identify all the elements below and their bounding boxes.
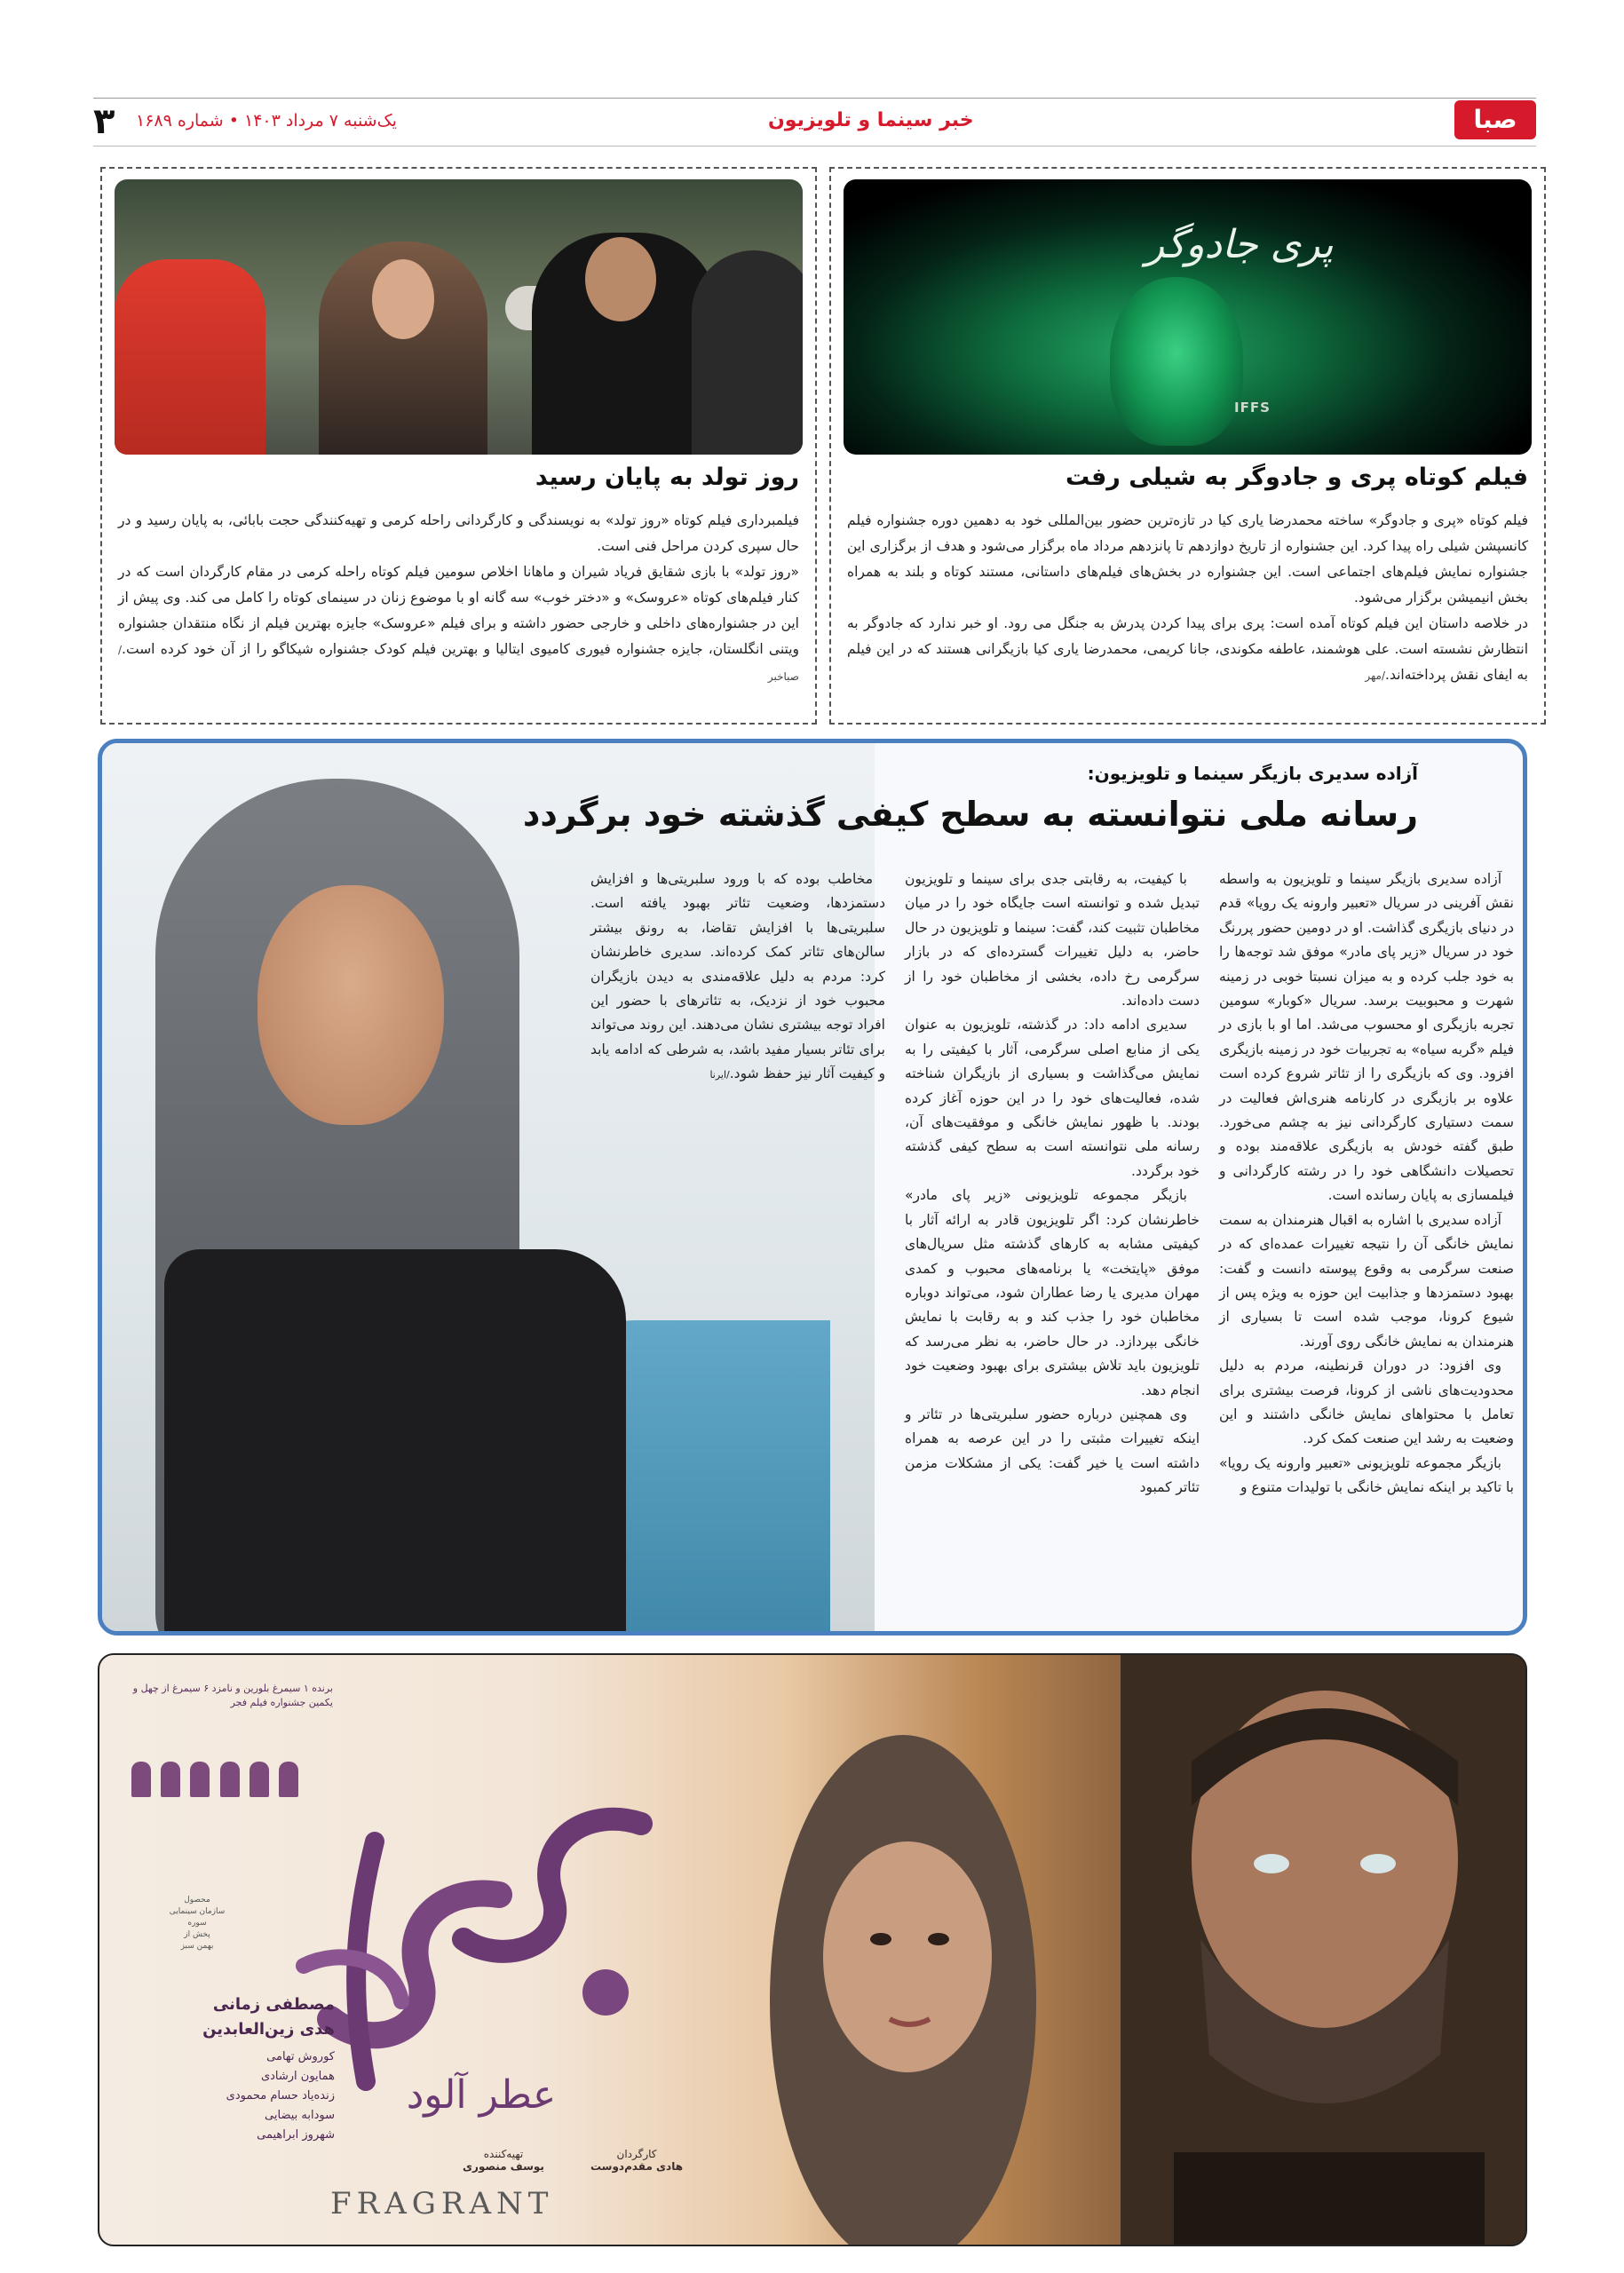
producer-credit (437, 2148, 570, 2173)
director-face (372, 259, 434, 339)
film-title-text: عطر آلود (406, 2072, 557, 2118)
article-body (118, 508, 799, 690)
page-number: ۳ (93, 101, 115, 142)
header-bottom-rule (93, 146, 1536, 147)
simorgh-award-icon (131, 1762, 151, 1797)
supporting-actor: شهروز ابراهیمی (257, 2128, 335, 2142)
awards-text: برنده ۱ سیمرغ بلورین و نامزد ۶ سیمرغ از چهل و یکمین جشنواره فیلم فجر (132, 1683, 333, 1708)
lead-actor: مصطفی زمانی (212, 1995, 335, 2014)
interview-paragraph: وی افزود: در دوران قرنطینه، مردم به دلیل محدودیت‌های ناشی از کرونا، فرصت بیشتری برای تعامل با محتواهای نمایش خانگی داشتند و این وضعیت به رشد این صنعت کمک کرد. (1219, 1358, 1514, 1447)
cast-list (126, 1992, 335, 2145)
article-title: روز تولد به پایان رسید (535, 463, 799, 491)
crew-member-figure (115, 259, 265, 455)
poster-festival-badge: IFFS (1234, 400, 1271, 416)
supporting-actor: کوروش تهامی (266, 2050, 335, 2063)
lead-actress: هدی زین‌العابدین (202, 2020, 335, 2039)
sponsor-label: پخش از (184, 1930, 210, 1939)
supporting-actor: سودابه بیضایی (265, 2109, 335, 2122)
director-credit (570, 2148, 703, 2173)
simorgh-award-icon (161, 1762, 180, 1797)
producer-label: تهیه‌کننده (483, 2148, 524, 2160)
sponsor-name: بهمن سبز (180, 1942, 214, 1951)
interview-feature (98, 739, 1527, 1635)
interview-columns (555, 867, 1514, 1622)
director-name: هادی مقدم‌دوست (590, 2160, 684, 2173)
interview-column-3 (590, 867, 885, 1622)
simorgh-award-icon (250, 1762, 269, 1797)
sponsor-label: محصول (184, 1896, 210, 1905)
page-header (93, 93, 1536, 148)
actress-figure (757, 1735, 1050, 2246)
film-advertisement (98, 1653, 1527, 2246)
news-article-pari-va-jadoogar (829, 167, 1546, 725)
poster-art (844, 179, 1532, 455)
interview-paragraph: مخاطب بوده که با ورود سلبریتی‌ها و افزایش دستمزدها، وضعیت تئاتر بهبود یافته است. سلبریتی‌ها با افزایش تقاضا، به رونق بیشتر سالن‌های تئاتر کمک کرده‌اند. سدیری خاطرنشان کرد: مردم به دلیل علاقه‌مندی به دیدن بازیگران محبوب خود از نزدیک، به تئاترهای با حضور این افراد توجه بیشتری نشان می‌دهند. این روند می‌تواند برای تئاتر بسیار مفید باشد، به شرطی که ادامه یابد و کیفیت آثار نیز حفظ شود./ایرنا (590, 871, 885, 1082)
crew-member-figure (692, 250, 803, 455)
simorgh-award-icon (190, 1762, 210, 1797)
interview-paragraph: آزاده سدیری بازیگر سینما و تلویزیون به واسطه نقش آفرینی در سریال «تعبیر وارونه یک رویا» قدم در دنیای بازیگری گذاشت. او در دومین حضور پررنگ خود در سریال «زیر پای مادر» موفق شد توجه‌ها را به خود جلب کرده و به میزان نسبتا خوبی در زمینه شهرت و محبوبیت برسد. سریال «کوبار» سومین تجربه بازیگری او محسوب می‌شد. اما او با بازی در فیلم «گربه سیاه» به تجربیات خود در زمینه بازیگری افزود. وی که بازیگری را از تئاتر شروع کرده است علاوه بر بازیگری در کارنامه هنری‌اش فعالیت در سمت دستیاری کارگردانی نیز به چشم می‌خورد. طبق گفته خودش به بازیگری علاقه‌مند بوده و تحصیلات دانشگاهی خود را در رشته کارگردانی و فیلمسازی به پایان رسانده است. (1219, 871, 1514, 1204)
interview-paragraph: آزاده سدیری با اشاره به اقبال هنرمندان به سمت نمایش خانگی آن را نتیجه تغییرات عمده‌ای که در صنعت سرگرمی به وقوع پیوسته دانست و گفت: بهبود دستمزدها و جذابیت این حوزه به ویژه پس از شیوع کرونا، موجب شده است تا بسیاری از هنرمندان به نمایش خانگی روی آورند. (1219, 1211, 1514, 1350)
interview-headline: رسانه ملی نتوانسته به سطح کیفی گذشته خود برگردد (522, 795, 1418, 834)
issue-date: یک‌شنبه ۷ مرداد ۱۴۰۳ • شماره ۱۶۸۹ (136, 111, 397, 131)
news-article-rooz-tavallod (100, 167, 817, 725)
article-paragraph: فیلم کوتاه «پری و جادوگر» ساخته محمدرضا یاری کیا در تازه‌ترین حضور بین‌المللی خود به دهمین دوره جشنواره فیلم کانسپشن شیلی راه پیدا کرد. این جشنواره از تاریخ دوازدهم تا پانزدهم مرداد ماه برگزار می‌شود و هدف از برگزاری این جشنواره نمایش فیلم‌های اجتماعی است. این جشنواره در بخش‌های فیلم‌های داستانی، مستند کوتاه و بلند به همراه بخش انیمیشن برگزار می‌شود. (847, 512, 1528, 606)
poster-face-figure (1110, 277, 1243, 446)
portrait-face (257, 885, 444, 1125)
interview-column-2 (905, 867, 1200, 1622)
sponsor-logos (162, 1895, 233, 1952)
interview-paragraph: بازیگر مجموعه تلویزیونی «تعبیر وارونه یک رویا» با تاکید بر اینکه نمایش خانگی با تولیدات متنوع و (1219, 1454, 1514, 1496)
supporting-actor: زنده‌یاد حسام محمودی (226, 2089, 335, 2103)
newspaper-logo: صبا (1454, 100, 1536, 139)
header-top-rule (93, 98, 1536, 99)
interview-paragraph: بازیگر مجموعه تلویزیونی «زیر پای مادر» خاطرنشان کرد: اگر تلویزیون قادر به ارائه آثار با کیفیتی مشابه به کارهای گذشته مثل سریال‌های موفق «پایتخت» یا برنامه‌های محبوب و کمدی مهران مدیری یا رضا عطاران شود، می‌تواند دوباره مخاطبان خود را جذب کند و به رقابت با نمایش خانگی بپردازد. در حال حاضر، به نظر می‌رسد که تلویزیون باید تلاش بیشتری برای بهبود وضعیت خود انجام دهد. (905, 1187, 1200, 1398)
director-label: کارگردان (616, 2148, 657, 2160)
sponsor-name: سازمان سینمایی سوره (169, 1907, 226, 1928)
article-paragraph: فیلمبرداری فیلم کوتاه «روز تولد» به نویسندگی و کارگردانی راحله کرمی و تهیه‌کنندگی حجت بابائی، به پایان رسید و در حال سپری کردن مراحل فنی است. (118, 512, 799, 554)
article-paragraph: در خلاصه داستان این فیلم کوتاه آمده است: پری برای پیدا کردن پدرش به جنگل می رود. او خبر ندارد که جادوگر به انتظارش نشسته است. علی هوشمند، عاطفه مکوندی، جانا کریمی، محمدرضا یاری کیا بازیگرانی هستند که در این فیلم به ایفای نقش پرداخته‌اند./مهر (847, 615, 1528, 683)
film-title-english: FRAGRANT (330, 2186, 554, 2222)
producer-name: یوسف منصوری (463, 2160, 544, 2173)
film-set-photo (115, 179, 803, 455)
article-title: فیلم کوتاه پری و جادوگر به شیلی رفت (1066, 463, 1528, 491)
section-title: خبر سینما و تلویزیون (768, 109, 974, 131)
article-source: /صباخبر (118, 644, 799, 683)
interview-paragraph: سدیری ادامه داد: در گذشته، تلویزیون به عنوان یکی از منابع اصلی سرگرمی، آثار با کیفیتی را به نمایش می‌گذاشت و بسیاری از بازیگران شناخته شده، فعالیت‌های خود را در این حوزه آغاز کرده بودند. با ظهور نمایش خانگی و موفقیت‌های آن، رسانه ملی نتوانسته است به سطح کیفی گذشته خود برگردد. (905, 1017, 1200, 1179)
interview-column-1 (1219, 867, 1514, 1622)
film-poster-image (844, 179, 1532, 455)
crew-photo-art (115, 179, 803, 455)
actor-figure (1121, 1655, 1527, 2246)
supporting-actor: همایون ارشادی (260, 2070, 335, 2083)
interview-kicker: آزاده سدیری بازیگر سینما و تلویزیون: (1087, 763, 1418, 784)
interview-paragraph: وی همچنین درباره حضور سلبریتی‌ها در تئاتر و اینکه تغییرات مثبتی را در این عرصه به همراه داشته است یا خیر گفت: یکی از مشکلات مزمن تئاتر کمبود (905, 1406, 1200, 1496)
article-paragraph: «روز تولد» با بازی شقایق فریاد شیران و ماهانا اخلاص سومین فیلم کوتاه راحله کرمی در مقام کارگردان است که در کنار فیلم‌های کوتاه «عروسک» و «دختر خوب» سه گانه او با موضوع زنان در سینمای کوتاه را کامل می کند. وی پیش از این در جشنواره‌های داخلی و خارجی حضور داشته و برای فیلم «عروسک» جایزه بهترین فیلم از نگاه منتقدان جشنواره ویتنی انگلستان، جایزه جشنواره فیوری کامیوی ایتالیا و بهترین فیلم کودک جشنواره شیکاگو را از آن خود کرده است./صباخبر (118, 564, 799, 683)
poster-title: پری جادوگر (1145, 222, 1334, 267)
crew-member-face (585, 237, 656, 321)
article-source: /مهر (1365, 669, 1386, 682)
interview-paragraph: با کیفیت، به رقابتی جدی برای سینما و تلویزیون تبدیل شده و توانسته است جایگاه خود را در میان مخاطبان تثبیت کند، گفت: سینما و تلویزیون در حال حاضر، به دلیل تغییرات گسترده‌ای که در بازار سرگرمی رخ داده، بخشی از مخاطبان خود را از دست داده‌اند. (905, 871, 1200, 1010)
simorgh-award-icon (220, 1762, 240, 1797)
article-body (847, 508, 1528, 689)
interview-source: /ایرنا (709, 1069, 730, 1081)
